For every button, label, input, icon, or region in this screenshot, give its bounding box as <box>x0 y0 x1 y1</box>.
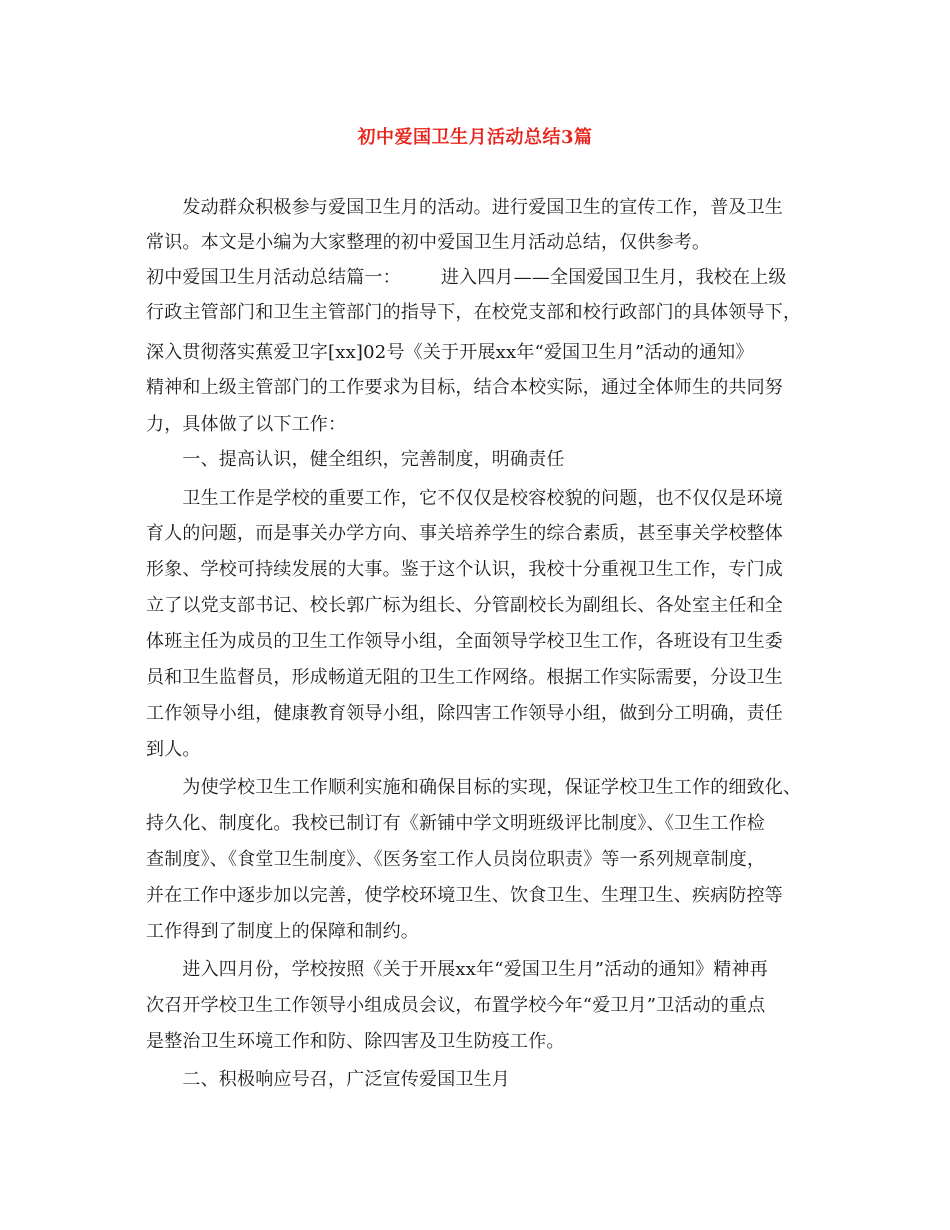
paragraph-line: 是整治卫生环境工作和防、除四害及卫生防疫工作。 <box>146 1031 565 1052</box>
paragraph-line: 立了以党支部书记、校长郭广标为组长、分管副校长为副组长、各处室主任和全 <box>146 595 783 616</box>
paragraph-line: 工作得到了制度上的保障和制约。 <box>146 921 419 942</box>
paragraph-line: 查制度》、《食堂卫生制度》、《医务室工作人员岗位职责》等一系列规章制度， <box>146 849 766 870</box>
paragraph-line: 持久化、制度化。我校已制订有《新铺中学文明班级评比制度》、《卫生工作检 <box>146 813 765 834</box>
paragraph-line: 体班主任为成员的卫生工作领导小组，全面领导学校卫生工作，各班设有卫生委 <box>146 631 783 652</box>
paragraph-line: 并在工作中逐步加以完善，使学校环境卫生、饮食卫生、生理卫生、疾病防控等 <box>146 885 783 906</box>
paragraph-line: 工作领导小组，健康教育领导小组，除四害工作领导小组，做到分工明确，责任 <box>146 703 783 724</box>
paragraph-line: 精神和上级主管部门的工作要求为目标，结合本校实际，通过全体师生的共同努 <box>146 377 783 398</box>
paragraph-line: 育人的问题，而是事关办学方向、事关培养学生的综合素质，甚至事关学校整体 <box>146 523 783 544</box>
paragraph-line <box>146 265 787 291</box>
paragraph-text: 进入四月——全国爱国卫生月，我校在上级 <box>440 267 787 288</box>
paragraph-line: 深入贯彻落实蕉爱卫字[xx]02号《关于开展xx年“爱国卫生月”活动的通知》 <box>146 342 754 363</box>
section-heading: 初中爱国卫生月活动总结篇一： <box>146 267 401 288</box>
paragraph-line: 常识。本文是小编为大家整理的初中爱国卫生月活动总结，仅供参考。 <box>146 232 711 253</box>
paragraph-line: 员和卫生监督员，形成畅道无阻的卫生工作网络。根据工作实际需要，分设卫生 <box>146 667 783 688</box>
section-heading: 一、提高认识，健全组织，完善制度，明确责任 <box>146 449 565 470</box>
section-heading: 二、积极响应号召，广泛宣传爱国卫生月 <box>146 1069 510 1090</box>
document-title: 初中爱国卫生月活动总结3篇 <box>357 127 593 148</box>
paragraph-line: 次召开学校卫生工作领导小组成员会议，布置学校今年“爱卫月”卫活动的重点 <box>146 995 766 1016</box>
paragraph-line: 到人。 <box>146 739 201 760</box>
paragraph-line: 行政主管部门和卫生主管部门的指导下，在校党支部和校行政部门的具体领导下， <box>146 302 802 323</box>
paragraph-line: 形象、学校可持续发展的大事。鉴于这个认识，我校十分重视卫生工作，专门成 <box>146 559 783 580</box>
paragraph-line: 力，具体做了以下工作： <box>146 414 347 435</box>
paragraph-line: 为使学校卫生工作顺利实施和确保目标的实现，保证学校卫生工作的细致化、 <box>146 777 802 798</box>
paragraph-line: 卫生工作是学校的重要工作，它不仅仅是校容校貌的问题，也不仅仅是环境 <box>146 488 783 509</box>
paragraph-line: 发动群众积极参与爱国卫生月的活动。进行爱国卫生的宣传工作，普及卫生 <box>146 197 783 218</box>
paragraph-line: 进入四月份，学校按照《关于开展xx年“爱国卫生月”活动的通知》精神再 <box>146 959 768 980</box>
